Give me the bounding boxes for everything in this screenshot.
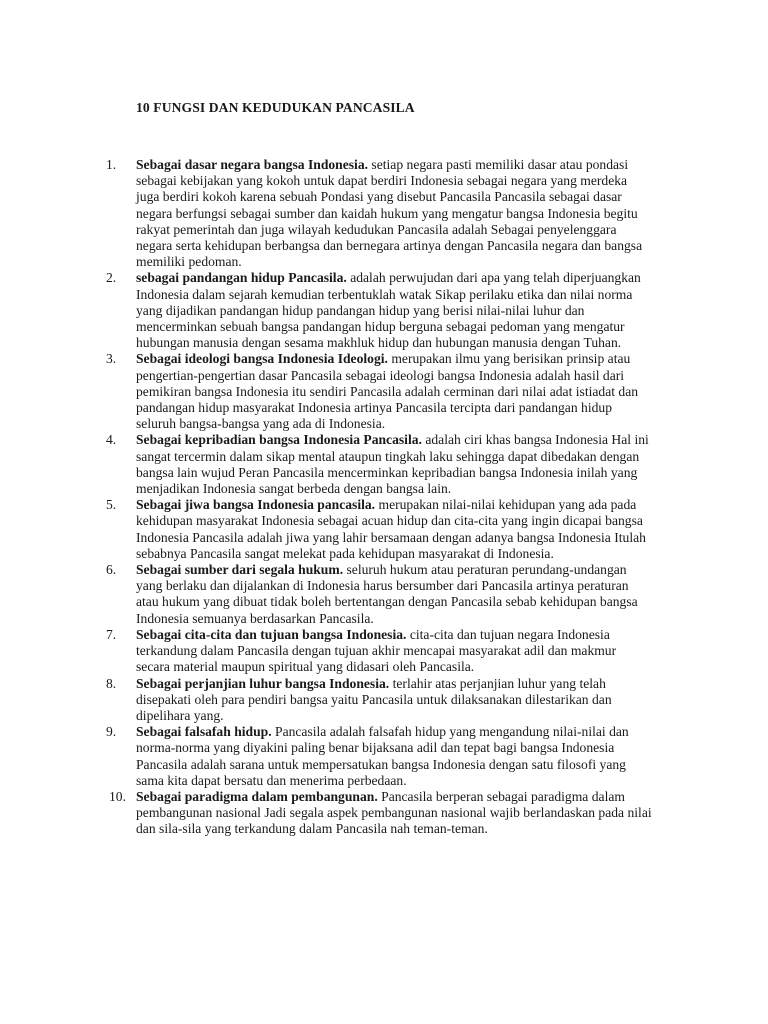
item-number: 1.: [106, 157, 117, 172]
item-text: Pancasila berperan sebagai paradigma dalam pembangunan nasional Jadi segala aspek pembangunan nasional wajib berlandaskan pada nilai dan sila-sila yang terkandung dalam Pancasila nah teman-teman.: [136, 788, 652, 837]
item-heading: Sebagai dasar negara bangsa Indonesia.: [136, 157, 369, 172]
list-item: [0, 270, 652, 351]
item-number: 4.: [106, 432, 117, 448]
list-item: [0, 432, 652, 497]
item-text: adalah perwujudan dari apa yang telah diperjuangkan Indonesia dalam sejarah kemudian terbentuklah watak Sikap perilaku etika dan nilai norma yang dijadikan pandangan hidup pandangan hidup yang berisi nilai-nilai luhur dan mencerminkan sebuah bangsa pandangan hidup berguna sebagai pedoman yang mengatur hubungan manusia dengan sesama makhluk hidup dan hubungan manusia dengan Tuhan.: [136, 270, 641, 351]
item-text: seluruh hukum atau peraturan perundang-undangan yang berlaku dan dijalankan di Indonesia harus bersumber dari Pancasila artinya peraturan atau hukum yang dibuat tidak boleh bertentangan dengan Pancasila sebab kehidupan bangsa Indonesia semuanya berdasarkan Pancasila.: [136, 562, 638, 626]
item-number: 9.: [106, 724, 117, 740]
list-item: [0, 157, 652, 270]
document-title: 10 FUNGSI DAN KEDUDUKAN PANCASILA: [136, 100, 415, 115]
item-text: merupakan nilai-nilai kehidupan yang ada pada kehidupan masyarakat Indonesia sebagai acuan hidup dan cita-cita yang ingin dicapai bangsa Indonesia Pancasila adalah jiwa yang lahir bersamaan dengan adanya bangsa Indonesia Itulah sebabnya Pancasila sangat melekat pada kehidupan masyarakat di Indonesia.: [136, 497, 646, 561]
item-text: cita-cita dan tujuan negara Indonesia terkandung dalam Pancasila dengan tujuan akhir mencapai masyarakat adil dan makmur secara material maupun spiritual yang didasari oleh Pancasila.: [136, 626, 617, 675]
list-item: [0, 676, 652, 725]
item-heading: Sebagai sumber dari segala hukum.: [136, 562, 344, 578]
item-text: Pancasila adalah falsafah hidup yang mengandung nilai-nilai dan norma-norma yang diyakini paling benar bijaksana adil dan tepat bagi bangsa Indonesia Pancasila adalah sarana untuk mempersatukan bangsa Indonesia dengan satu filosofi yang sama kita dapat bersatu dan menerima perbedaan.: [136, 724, 629, 788]
item-heading: Sebagai ideologi bangsa Indonesia Ideologi.: [136, 351, 388, 367]
item-text: merupakan ilmu yang berisikan prinsip atau pengertian-pengertian dasar Pancasila sebagai ideologi bangsa Indonesia adalah hasil dari pemikiran bangsa Indonesia itu sendiri Pancasila adalah cerminan dari nilai adat istiadat dan pandangan hidup masyarakat Indonesia artinya Pancasila tercipta dari pandangan hidup seluruh bangsa-bangsa yang ada di Indonesia.: [136, 351, 639, 432]
item-heading: Sebagai jiwa bangsa Indonesia pancasila.: [136, 497, 376, 513]
item-text: adalah ciri khas bangsa Indonesia Hal ini sangat tercermin dalam sikap mental ataupun tingkah laku sehingga dapat dibedakan dengan bangsa lain wujud Peran Pancasila mencerminkan kepribadian bangsa Indonesia inilah yang menjadikan Indonesia sangat berbeda dengan bangsa lain.: [136, 432, 649, 497]
item-number: 3.: [106, 351, 117, 367]
item-number: 8.: [106, 675, 117, 691]
item-heading: Sebagai falsafah hidup.: [136, 724, 272, 740]
list-item: [0, 351, 652, 432]
item-heading: Sebagai kepribadian bangsa Indonesia Pancasila.: [136, 432, 422, 448]
fungsi-list: [0, 157, 768, 838]
list-item: [0, 724, 652, 789]
item-number: 6.: [106, 562, 117, 578]
list-item: [0, 562, 652, 627]
item-number: 5.: [106, 497, 117, 513]
item-heading: Sebagai perjanjian luhur bangsa Indonesia.: [136, 675, 390, 691]
item-heading: Sebagai cita-cita dan tujuan bangsa Indonesia.: [136, 626, 407, 642]
item-number: 10.: [109, 788, 126, 804]
item-heading: Sebagai paradigma dalam pembangunan.: [136, 788, 378, 804]
list-item: [0, 497, 652, 562]
list-item: [0, 627, 652, 676]
item-number: 7.: [106, 626, 117, 642]
item-text: setiap negara pasti memiliki dasar atau pondasi sebagai kebijakan yang kokoh untuk dapat berdiri Indonesia sebagai negara yang merdeka juga berdiri kokoh karena sebuah Pondasi yang disebut Pancasila Pancasila sebagai dasar negara berfungsi sebagai sumber dan kaidah hukum yang mengatur bangsa Indonesia begitu rakyat pemerintah dan juga wilayah kedudukan Pancasila adalah Sebagai penyelenggara negara serta kehidupan berbangsa dan bernegara artinya dengan Pancasila negara dan bangsa memiliki pedoman.: [136, 157, 643, 270]
item-number: 2.: [106, 270, 117, 286]
item-heading: sebagai pandangan hidup Pancasila.: [136, 270, 347, 286]
item-text: terlahir atas perjanjian luhur yang telah disepakati oleh para pendiri bangsa yaitu Pancasila untuk dilaksanakan dilestarikan dan dipelihara yang.: [136, 675, 612, 723]
list-item: [0, 789, 652, 838]
